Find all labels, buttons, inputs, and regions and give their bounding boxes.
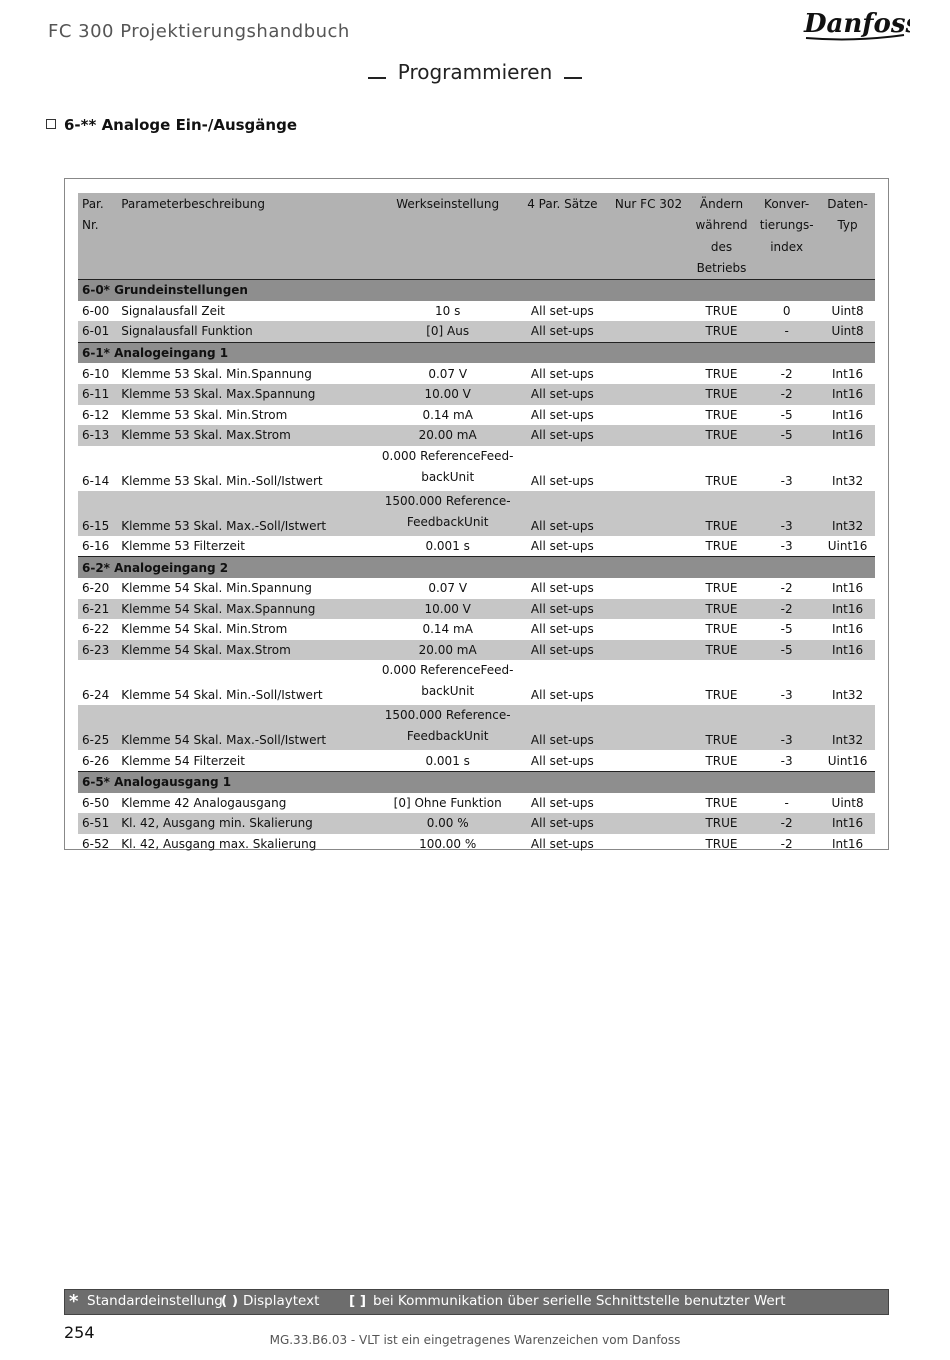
default-value: 0.14 mA [422, 622, 473, 637]
change-during-operation: TRUE [705, 387, 738, 402]
default-value: 10.00 V [424, 601, 471, 616]
conversion-index: - [784, 795, 789, 810]
table-row [78, 599, 875, 620]
par-number: 6-25 [82, 733, 110, 748]
data-type: Int32 [832, 518, 864, 533]
table-row [78, 793, 875, 814]
conversion-index: -3 [780, 733, 793, 748]
data-type: Int16 [832, 622, 864, 637]
data-type: Uint16 [827, 753, 868, 768]
par-number: 6-22 [82, 622, 110, 637]
par-sets: All set-ups [530, 581, 594, 596]
default-value: 0.00 % [426, 816, 469, 831]
table-row [78, 705, 875, 750]
data-type: Int16 [832, 387, 864, 402]
table-header [78, 193, 875, 215]
conversion-index: -5 [780, 643, 793, 658]
change-during-operation: TRUE [705, 324, 738, 339]
table-row [78, 578, 875, 599]
group-title: 6-2* Analogeingang 2 [78, 557, 875, 578]
par-number: 6-23 [82, 643, 110, 658]
param-description: Klemme 54 Skal. Min.Strom [121, 622, 288, 637]
header-description: Parameterbeschreibung [121, 196, 265, 211]
conversion-index: -2 [780, 601, 793, 616]
header-change-2: während [695, 218, 748, 233]
conversion-index: -5 [780, 428, 793, 443]
change-during-operation: TRUE [705, 366, 738, 381]
param-description: Kl. 42, Ausgang min. Skalierung [121, 816, 313, 831]
default-value: [0] Ohne Funktion [393, 795, 502, 810]
data-type: Int32 [832, 733, 864, 748]
table-row [78, 660, 875, 705]
legend-bracket: [ ] [349, 1293, 367, 1309]
fc302-only [607, 599, 690, 620]
change-during-operation: TRUE [705, 407, 738, 422]
subsection-heading: 6-** Analoge Ein-/Ausgänge [46, 116, 297, 134]
header-par-2: Nr. [82, 218, 99, 233]
change-during-operation: TRUE [705, 428, 738, 443]
change-during-operation: TRUE [705, 473, 738, 488]
group-title: 6-1* Analogeingang 1 [78, 342, 875, 363]
data-type: Int16 [832, 428, 864, 443]
fc302-only [607, 705, 690, 750]
par-sets: All set-ups [530, 303, 594, 318]
parameter-table [78, 193, 875, 854]
default-value: 0.001 s [425, 539, 470, 554]
default-value: 0.07 V [428, 581, 468, 596]
par-number: 6-21 [82, 601, 110, 616]
group-header [78, 771, 875, 792]
par-sets: All set-ups [530, 324, 594, 339]
par-sets: All set-ups [530, 622, 594, 637]
par-sets: All set-ups [530, 688, 594, 703]
header-type-2: Typ [837, 218, 858, 233]
default-value: 20.00 mA [418, 643, 477, 658]
data-type: Uint8 [831, 795, 864, 810]
fc302-only [607, 619, 690, 640]
par-sets: All set-ups [530, 816, 594, 831]
default-value: [0] Aus [426, 324, 470, 339]
par-sets: All set-ups [530, 753, 594, 768]
header-conversion-3: index [770, 239, 804, 254]
change-during-operation: TRUE [705, 581, 738, 596]
group-title: 6-5* Analogausgang 1 [78, 771, 875, 792]
fc302-only [607, 813, 690, 834]
change-during-operation: TRUE [705, 539, 738, 554]
group-title: 6-0* Grundeinstellungen [78, 280, 875, 301]
square-bullet-icon [46, 119, 56, 129]
table-row [78, 813, 875, 834]
par-sets: All set-ups [530, 473, 594, 488]
fc302-only [607, 834, 690, 855]
fc302-only [607, 578, 690, 599]
change-during-operation: TRUE [705, 816, 738, 831]
param-description: Klemme 53 Skal. Max.Spannung [121, 387, 316, 402]
fc302-only [607, 301, 690, 322]
default-value: 10 s [435, 303, 461, 318]
change-during-operation: TRUE [705, 733, 738, 748]
par-number: 6-24 [82, 688, 110, 703]
par-number: 6-12 [82, 407, 110, 422]
data-type: Int16 [832, 407, 864, 422]
table-row [78, 536, 875, 557]
param-description: Klemme 54 Skal. Min.Spannung [121, 581, 312, 596]
table-row [78, 301, 875, 322]
conversion-index: -3 [780, 688, 793, 703]
par-number: 6-10 [82, 366, 110, 381]
default-value: 20.00 mA [418, 428, 477, 443]
par-number: 6-01 [82, 324, 110, 339]
svg-text:Danfoss: Danfoss [804, 9, 910, 39]
header-type: Daten- [827, 196, 868, 211]
conversion-index: -3 [780, 539, 793, 554]
table-row [78, 321, 875, 342]
document-title: FC 300 Projektierungshandbuch [48, 21, 350, 42]
par-number: 6-52 [82, 836, 110, 851]
header-fc302: Nur FC 302 [614, 196, 683, 211]
conversion-index: -3 [780, 753, 793, 768]
table-row [78, 834, 875, 855]
data-type: Int16 [832, 836, 864, 851]
header-conversion: Konver- [764, 196, 810, 211]
par-sets: All set-ups [530, 539, 594, 554]
conversion-index: -2 [780, 387, 793, 402]
default-value: 1500.000 Reference- FeedbackUnit [384, 708, 511, 744]
fc302-only [607, 660, 690, 705]
change-during-operation: TRUE [705, 622, 738, 637]
change-during-operation: TRUE [705, 643, 738, 658]
legend-display: Displaytext [243, 1293, 320, 1309]
data-type: Uint8 [831, 324, 864, 339]
data-type: Int16 [832, 581, 864, 596]
change-during-operation: TRUE [705, 836, 738, 851]
conversion-index: -2 [780, 581, 793, 596]
param-description: Klemme 42 Analogausgang [121, 795, 287, 810]
star-icon: * [69, 1291, 79, 1312]
legend-default: Standardeinstellung [87, 1293, 223, 1309]
conversion-index: -3 [780, 518, 793, 533]
header-change-3: des [710, 239, 733, 254]
table-row [78, 750, 875, 771]
param-description: Klemme 54 Skal. Max.Strom [121, 643, 291, 658]
param-description: Klemme 54 Skal. Max.Spannung [121, 601, 316, 616]
table-row [78, 363, 875, 384]
fc302-only [607, 363, 690, 384]
par-number: 6-15 [82, 518, 110, 533]
fc302-only [607, 446, 690, 491]
danfoss-logo [800, 2, 910, 46]
table-row [78, 384, 875, 405]
table-row [78, 446, 875, 491]
footnote: MG.33.B6.03 - VLT ist ein eingetragenes Warenzeichen vom Danfoss [269, 1333, 681, 1347]
conversion-index: -5 [780, 407, 793, 422]
default-value: 0.000 ReferenceFeed- backUnit [381, 663, 514, 699]
legend-bar [64, 1289, 889, 1315]
table-row [78, 619, 875, 640]
default-value: 0.07 V [428, 366, 468, 381]
table-row [78, 491, 875, 536]
par-number: 6-00 [82, 303, 110, 318]
change-during-operation: TRUE [705, 518, 738, 533]
data-type: Int16 [832, 643, 864, 658]
param-description: Signalausfall Funktion [121, 324, 253, 339]
par-sets: All set-ups [530, 407, 594, 422]
par-sets: All set-ups [530, 643, 594, 658]
param-description: Klemme 54 Skal. Min.-Soll/Istwert [121, 688, 323, 703]
par-number: 6-26 [82, 753, 110, 768]
header-sets: 4 Par. Sätze [527, 196, 598, 211]
param-description: Signalausfall Zeit [121, 303, 225, 318]
default-value: 0.001 s [425, 753, 470, 768]
par-number: 6-50 [82, 795, 110, 810]
data-type: Uint8 [831, 303, 864, 318]
table-row [78, 405, 875, 426]
default-value: 100.00 % [419, 836, 477, 851]
par-sets: All set-ups [530, 428, 594, 443]
change-during-operation: TRUE [705, 688, 738, 703]
data-type: Int16 [832, 816, 864, 831]
group-header [78, 280, 875, 301]
group-header [78, 557, 875, 578]
fc302-only [607, 384, 690, 405]
fc302-only [607, 491, 690, 536]
par-sets: All set-ups [530, 518, 594, 533]
par-number: 6-11 [82, 387, 110, 402]
fc302-only [607, 425, 690, 446]
header-conversion-2: tierungs- [759, 218, 814, 233]
conversion-index: 0 [782, 303, 791, 318]
page-number: 254 [64, 1323, 95, 1342]
conversion-index: -2 [780, 816, 793, 831]
header-par: Par. [82, 196, 104, 211]
fc302-only [607, 793, 690, 814]
par-sets: All set-ups [530, 836, 594, 851]
header-change: Ändern [699, 196, 744, 211]
fc302-only [607, 750, 690, 771]
data-type: Int16 [832, 366, 864, 381]
default-value: 0.000 ReferenceFeed- backUnit [381, 448, 514, 484]
change-during-operation: TRUE [705, 795, 738, 810]
par-sets: All set-ups [530, 795, 594, 810]
header-change-4: Betriebs [696, 261, 747, 276]
par-number: 6-16 [82, 539, 110, 554]
par-number: 6-20 [82, 581, 110, 596]
table-row [78, 425, 875, 446]
param-description: Klemme 53 Skal. Min.Strom [121, 407, 288, 422]
conversion-index: - [784, 324, 789, 339]
param-description: Klemme 53 Skal. Min.Spannung [121, 366, 312, 381]
par-number: 6-51 [82, 816, 110, 831]
default-value: 0.14 mA [422, 407, 473, 422]
table-row [78, 640, 875, 661]
fc302-only [607, 405, 690, 426]
data-type: Int16 [832, 601, 864, 616]
param-description: Klemme 53 Skal. Max.Strom [121, 428, 291, 443]
conversion-index: -3 [780, 473, 793, 488]
param-description: Klemme 53 Skal. Max.-Soll/Istwert [121, 518, 327, 533]
par-sets: All set-ups [530, 733, 594, 748]
data-type: Uint16 [827, 539, 868, 554]
legend-paren: ( ) [221, 1293, 239, 1309]
par-number: 6-13 [82, 428, 110, 443]
header-default: Werkseinstellung [396, 196, 500, 211]
par-number: 6-14 [82, 473, 110, 488]
change-during-operation: TRUE [705, 753, 738, 768]
param-description: Kl. 42, Ausgang max. Skalierung [121, 836, 317, 851]
param-description: Klemme 54 Skal. Max.-Soll/Istwert [121, 733, 327, 748]
section-heading: Programmieren [0, 60, 950, 84]
param-description: Klemme 53 Skal. Min.-Soll/Istwert [121, 473, 323, 488]
legend-serial: bei Kommunikation über serielle Schnittstelle benutzter Wert [373, 1293, 786, 1309]
default-value: 10.00 V [424, 387, 471, 402]
param-description: Klemme 54 Filterzeit [121, 753, 245, 768]
par-sets: All set-ups [530, 387, 594, 402]
conversion-index: -5 [780, 622, 793, 637]
conversion-index: -2 [780, 366, 793, 381]
group-header [78, 342, 875, 363]
fc302-only [607, 321, 690, 342]
par-sets: All set-ups [530, 601, 594, 616]
fc302-only [607, 536, 690, 557]
change-during-operation: TRUE [705, 601, 738, 616]
data-type: Int32 [832, 473, 864, 488]
fc302-only [607, 640, 690, 661]
param-description: Klemme 53 Filterzeit [121, 539, 245, 554]
default-value: 1500.000 Reference- FeedbackUnit [384, 493, 511, 529]
conversion-index: -2 [780, 836, 793, 851]
change-during-operation: TRUE [705, 303, 738, 318]
par-sets: All set-ups [530, 366, 594, 381]
data-type: Int32 [832, 688, 864, 703]
